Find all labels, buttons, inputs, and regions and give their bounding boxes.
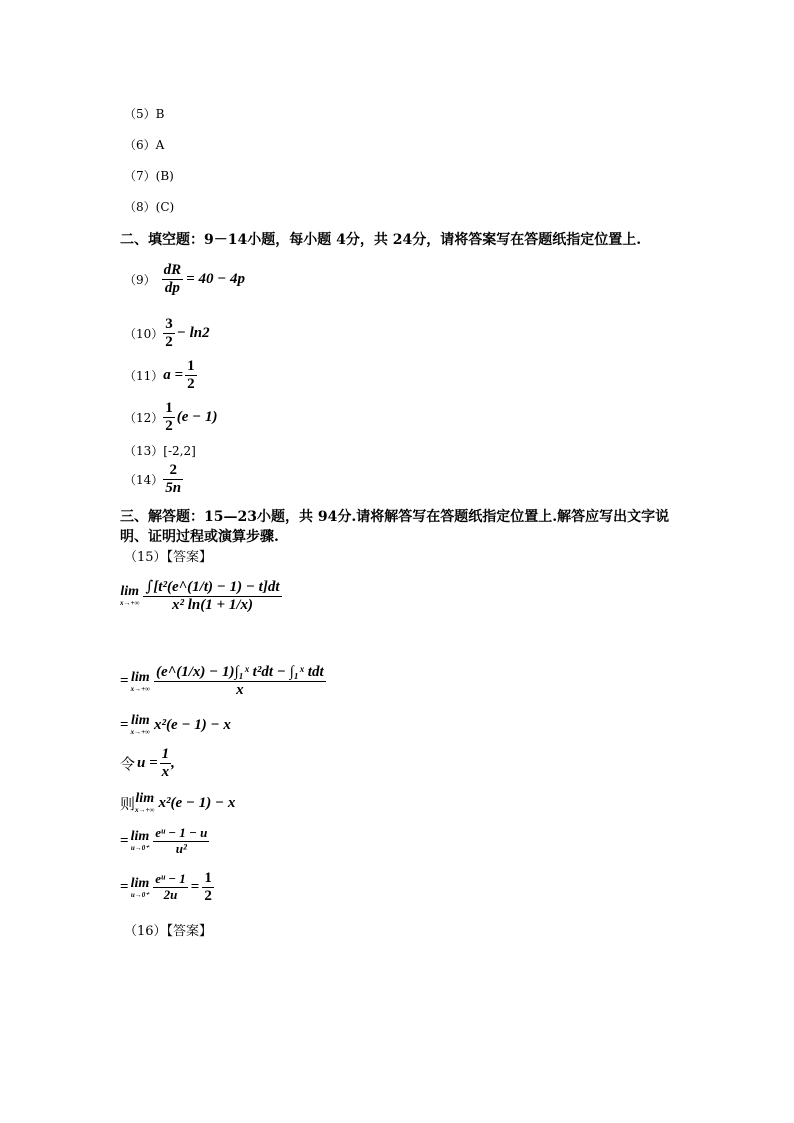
fraction-1-2: $\frac{1}{2}$ xyxy=(165,400,173,435)
limit-operator: lim x→+∞ xyxy=(130,713,151,736)
fraction-1-x: $\frac{1}{x}$ xyxy=(161,746,170,781)
fill-answer-11: （11） a = $\frac{1}{2}$ xyxy=(124,358,195,393)
q15-step-1 xyxy=(120,578,282,615)
fill-answer-10: （10） $\frac{3}{2}$ − ln2 xyxy=(124,316,210,351)
limit-operator: lim x→+∞ xyxy=(120,584,140,608)
q15-step-3: = lim x→+∞ x²(e − 1) − x xyxy=(120,713,231,736)
q15-step-4: 则 lim x→+∞ x²(e − 1) − x xyxy=(120,791,236,814)
fill-answer-13: （13）[-2,2] xyxy=(124,444,196,458)
question-15-label: （15）【答案】 xyxy=(124,550,213,565)
limit-operator: lim x→+∞ xyxy=(135,791,155,814)
fraction-2-5n: $\frac{2}{5n}$ xyxy=(165,462,182,497)
section-3-heading-line1: 三、解答题：15—23小题，共 94分.请将解答写在答题纸指定位置上.解答应写出文字说 xyxy=(120,509,670,525)
fraction-3-2: $\frac{3}{2}$ xyxy=(165,316,173,351)
limit-operator: lim u→0⁺ xyxy=(130,829,150,853)
answer-7: （7）(B) xyxy=(124,169,174,183)
answer-5: （5）B xyxy=(124,107,165,121)
fraction-result: $\frac{1}{2}$ xyxy=(204,870,212,905)
fill-answer-9: （9） $\frac{dR}{dp}$ = 40 − 4p xyxy=(124,262,246,297)
q15-step-6: = lim u→0⁺ $\frac{\text{eᵘ − 1}}{2u}$ = $\frac{1}{2}$ xyxy=(120,870,212,905)
limit-operator: lim x→+∞ xyxy=(130,669,151,693)
q15-step-2: = lim x→+∞ $\frac{\text{(e\textasciicircum{}(1/x) − 1)∫₁ˣ t²dt − ∫₁ˣ tdt}}{x}$ xyxy=(120,664,324,699)
q15-step-5: = lim u→0⁺ $\frac{\text{eᵘ − 1 − u}}{\text{u²}}$ xyxy=(120,825,208,856)
fraction-step5: $\frac{\text{eᵘ − 1 − u}}{\text{u²}}$ xyxy=(155,825,208,856)
fill-answer-12: （12） $\frac{1}{2}$ (e − 1) xyxy=(124,400,218,435)
fraction-step6: $\frac{\text{eᵘ − 1}}{2u}$ xyxy=(155,871,186,903)
question-16-label: （16）【答案】 xyxy=(124,924,213,939)
fraction-1-2: $\frac{1}{2}$ xyxy=(187,358,195,393)
section-2-heading: 二、填空题：9－14小题，每小题 4分，共 24分，请将答案写在答题纸指定位置上. xyxy=(120,232,642,248)
fraction-dR-dp: $\frac{dR}{dp}$ xyxy=(163,262,182,297)
fraction-step1: $\frac{\text{∫[t²(e\textasciicircum{}(1/t) − 1) − t]dt}}{\text{x² ln(1 + 1/x)}}$ xyxy=(145,577,280,614)
q15-substitution: 令 u = $\frac{1}{x}$ , xyxy=(120,746,175,781)
limit-operator: lim u→0⁺ xyxy=(130,875,150,899)
answer-8: （8）(C) xyxy=(124,200,175,214)
section-3-heading-line2: 明、证明过程或演算步骤. xyxy=(120,529,279,545)
fill-answer-14: （14） $\frac{2}{5n}$ xyxy=(124,462,182,497)
answer-6: （6）A xyxy=(124,138,165,152)
fraction-step2: $\frac{\text{(e\textasciicircum{}(1/x) − 1)∫₁ˣ t²dt − ∫₁ˣ tdt}}{x}$ xyxy=(156,664,324,699)
